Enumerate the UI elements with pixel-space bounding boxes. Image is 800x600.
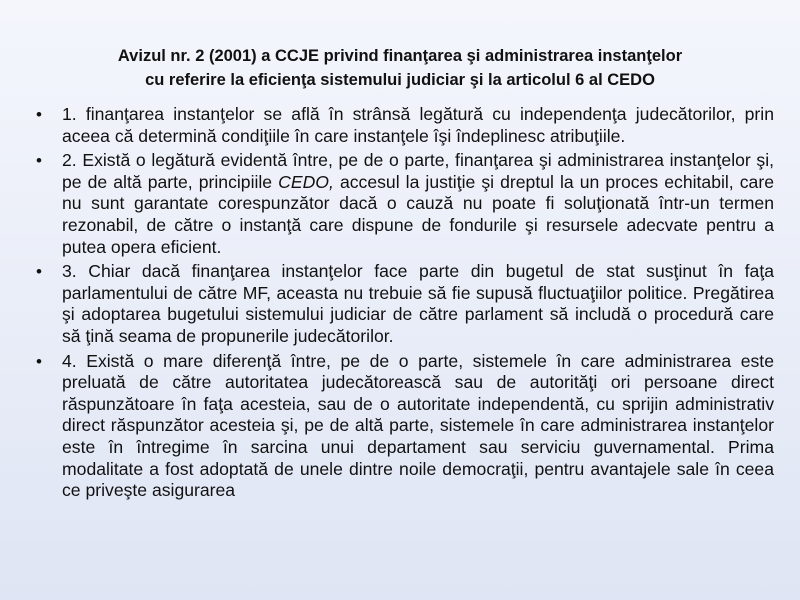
bullet-dot-icon: •	[36, 105, 42, 124]
bullet-dot-icon: •	[36, 262, 42, 282]
slide-title	[40, 44, 760, 92]
bullet-text-2-part-2: accesul la justiţie şi dreptul la un proces echitabil, care nu sunt garantate corespunzător dacă o cauză nu poate fi soluţionată într-un termen rezonabil, de către o instanţă care dispune de fondurile şi resursele adecvate pentru a putea opera eficient.	[62, 171, 774, 257]
bullet-text-2-part-1: 2. Există o legătură evidentă între, pe de o parte, finanţarea şi administrarea instanţelor şi, pe de altă parte, principiile	[62, 150, 774, 192]
bullet-text-2-emphasis: CEDO,	[278, 171, 334, 192]
bullet-item-1	[36, 104, 774, 147]
title-line-1: Avizul nr. 2 (2001) a CCJE privind finanţarea şi administrarea instanţelor	[117, 47, 683, 65]
title-line-2: cu referire la eficienţa sistemului judiciar şi la articolul 6 al CEDO	[145, 71, 655, 89]
bullet-list	[36, 104, 774, 505]
bullet-dot-icon: •	[36, 151, 42, 171]
bullet-item-4	[36, 351, 774, 502]
bullet-text-1: 1. finanţarea instanţelor se află în strânsă legătură cu independenţa judecătorilor, prin aceea că determină condiţiile în care instanţele îşi îndeplinesc atribuţiile.	[62, 104, 774, 146]
bullet-text-3: 3. Chiar dacă finanţarea instanţelor face parte din bugetul de stat susţinut în faţa parlamentului de către MF, aceasta nu trebuie să fie supusă fluctuaţiilor politice. Pregătirea şi adoptarea bugetului sistemului judiciar de către parlament să includă o procedură care să ţină seama de propunerile judecătorilor.	[62, 261, 774, 346]
bullet-item-3	[36, 261, 774, 347]
bullet-text-4: 4. Există o mare diferenţă între, pe de o parte, sistemele în care administrarea este preluată de către autoritatea judecătorească sau de autorităţi ori persoane direct răspunzătoare în faţa acesteia, sau de o autoritate independentă, cu sprijin administrativ direct răspunzător acesteia şi, pe de altă parte, sistemele în care administrarea instanţelor este în întregime în sarcina unui departament sau serviciu guvernamental. Prima modalitate a fost adoptată de unele dintre noile democraţii, pentru avantajele sale în ceea ce priveşte asigurarea	[62, 350, 774, 501]
bullet-item-2	[36, 150, 774, 258]
bullet-text-2	[62, 150, 774, 256]
bullet-dot-icon: •	[36, 351, 42, 371]
